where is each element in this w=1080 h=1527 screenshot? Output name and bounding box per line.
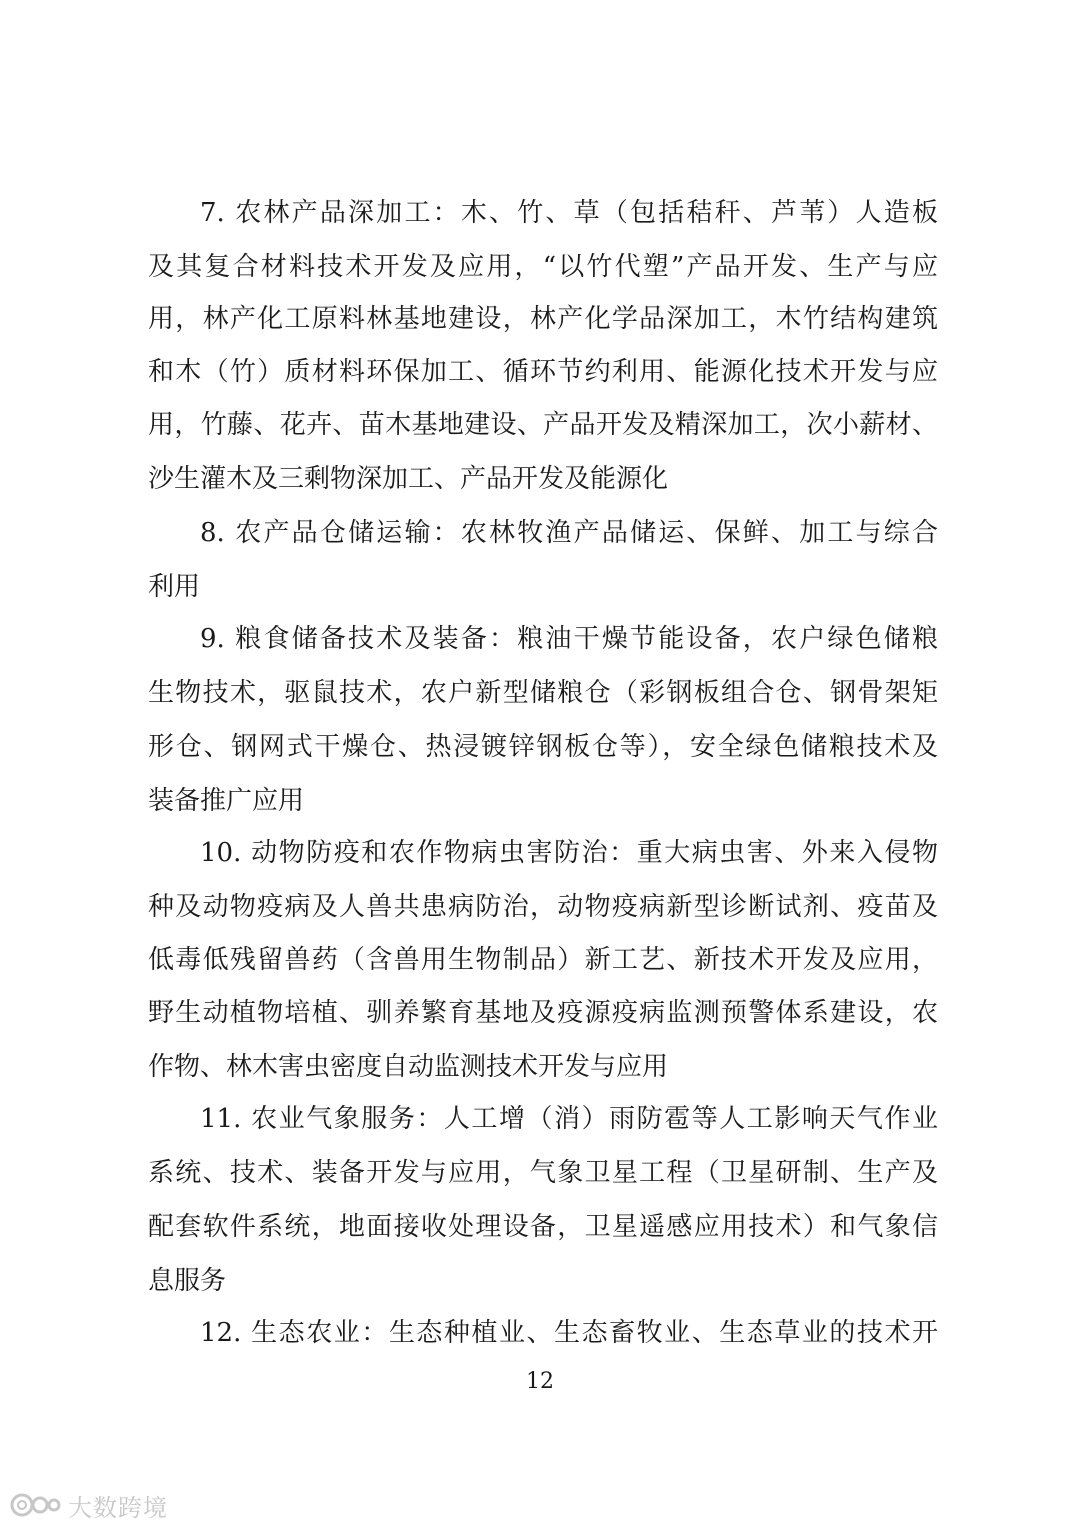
text-line: 系统、技术、装备开发与应用，气象卫星工程（卫星研制、生产及 (148, 1158, 938, 1188)
text-line: 配套软件系统，地面接收处理设备，卫星遥感应用技术）和气象信 (148, 1212, 938, 1242)
watermark (10, 1488, 168, 1522)
text-line: 利用 (148, 572, 201, 602)
text-line: 形仓、钢网式干燥仓、热浸镀锌钢板仓等），安全绿色储粮技术及 (148, 732, 938, 762)
text-line: 息服务 (148, 1266, 227, 1296)
page-number: 12 (526, 1369, 554, 1394)
text-line: 用，林产化工原料林基地建设，林产化学品深加工，木竹结构建筑 (148, 304, 938, 334)
text-line: 作物、林木害虫密度自动监测技术开发与应用 (148, 1052, 669, 1082)
text-line: 12. 生态农业：生态种植业、生态畜牧业、生态草业的技术开 (200, 1318, 938, 1348)
watermark-text: 大数跨境 (68, 1493, 168, 1522)
text-line: 和木（竹）质材料环保加工、循环节约利用、能源化技术开发与应 (148, 357, 938, 387)
text-line: 低毒低残留兽药（含兽用生物制品）新工艺、新技术开发及应用， (148, 945, 938, 975)
text-line: 9. 粮食储备技术及装备：粮油干燥节能设备，农户绿色储粮 (200, 624, 938, 654)
text-line: 装备推广应用 (148, 786, 305, 816)
text-line: 野生动植物培植、驯养繁育基地及疫源疫病监测预警体系建设，农 (148, 998, 938, 1028)
text-line: 10. 动物防疫和农作物病虫害防治：重大病虫害、外来入侵物 (200, 838, 938, 868)
watermark-logo-icon (10, 1490, 62, 1520)
text-line: 用，竹藤、花卉、苗木基地建设、产品开发及精深加工，次小薪材、 (148, 410, 938, 440)
text-line: 种及动物疫病及人兽共患病防治，动物疫病新型诊断试剂、疫苗及 (148, 892, 938, 922)
text-line: 沙生灌木及三剩物深加工、产品开发及能源化 (148, 464, 669, 494)
text-line: 及其复合材料技术开发及应用，“以竹代塑”产品开发、生产与应 (148, 252, 938, 282)
text-line: 7. 农林产品深加工：木、竹、草（包括秸秆、芦苇）人造板 (200, 198, 938, 228)
text-line: 生物技术，驱鼠技术，农户新型储粮仓（彩钢板组合仓、钢骨架矩 (148, 678, 938, 708)
text-line: 11. 农业气象服务：人工增（消）雨防雹等人工影响天气作业 (200, 1104, 938, 1134)
text-line: 8. 农产品仓储运输：农林牧渔产品储运、保鲜、加工与综合 (200, 518, 938, 548)
